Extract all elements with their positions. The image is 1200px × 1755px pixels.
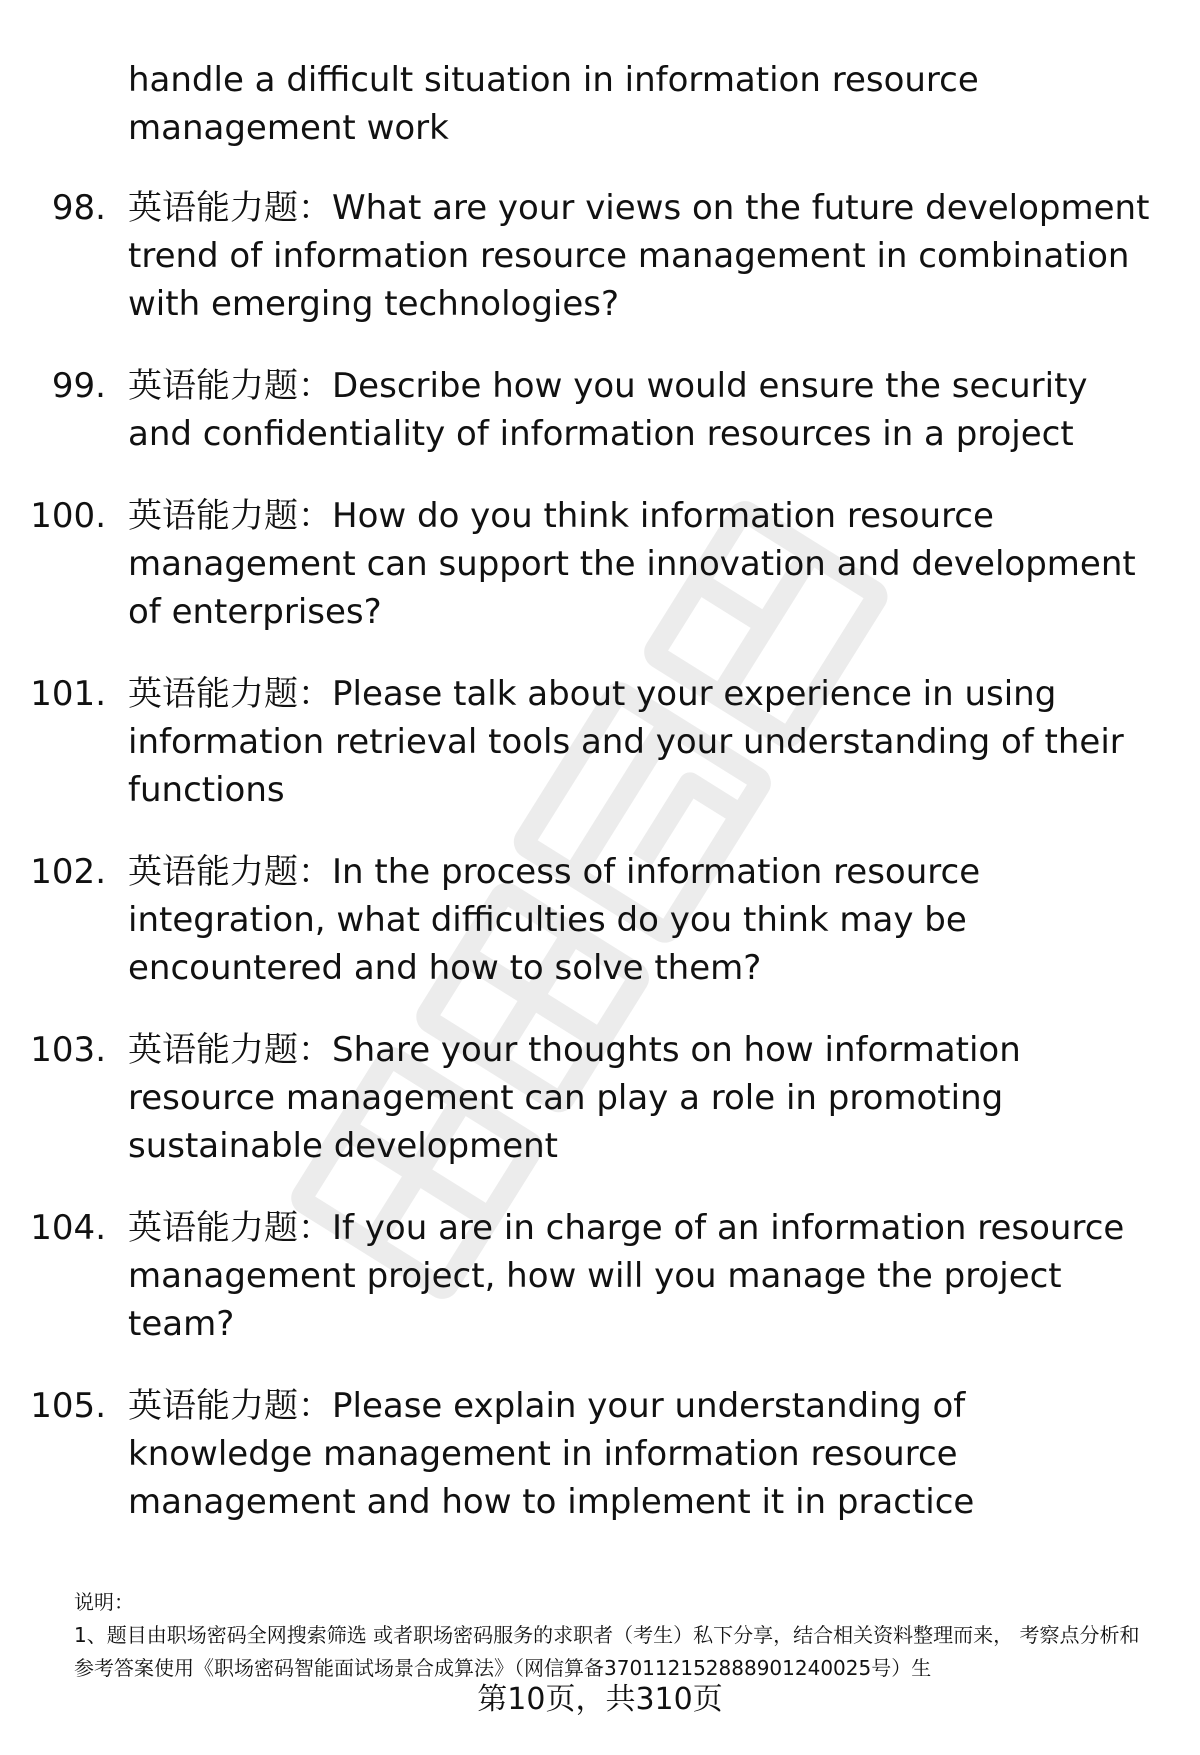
question-number: 102. [30,852,106,892]
question-item [0,362,1158,458]
footer-note: 1、题目由职场密码全网搜索筛选 或者职场密码服务的求职者（考生）私下分享，结合相关资料整理而来， 考察点分析和参考答案使用《职场密码智能面试场景合成算法》（网信算备370112152888901240025号）生 [74,1623,1140,1680]
question-text: Share your thoughts on how information resource management can play a role in promoting sustainable development [128,1030,1021,1166]
footer-label: 说明： [74,1590,134,1614]
continuation-text: handle a difficult situation in information resource management work [128,60,979,148]
page-number: 第10页，共310页 [477,1682,723,1717]
question-category: 英语能力题： [128,1208,332,1248]
question-number: 99. [51,366,106,406]
question-category: 英语能力题： [128,1030,332,1070]
question-number: 103. [30,1030,106,1070]
question-number: 100. [30,496,106,536]
question-list [0,184,1200,1560]
question-number: 104. [30,1208,106,1248]
question-category: 英语能力题： [128,496,332,536]
question-item [0,848,1158,992]
question-category: 英语能力题： [128,188,332,228]
question-text: Please explain your understanding of knowledge management in information resource management and how to implement it in practice [128,1386,975,1522]
question-item [0,1026,1158,1170]
question-text: If you are in charge of an information resource management project, how will you manage the project team? [128,1208,1125,1344]
question-category: 英语能力题： [128,1386,332,1426]
question-item [0,1382,1158,1526]
question-text: What are your views on the future development trend of information resource management in combination with emerging technologies? [128,188,1150,324]
question-item [0,184,1158,328]
footer-notes [74,1586,1154,1685]
question-text: How do you think information resource management can support the innovation and development of enterprises? [128,496,1136,632]
question-text: Please talk about your experience in using information retrieval tools and your understanding of their functions [128,674,1124,810]
question-item [0,670,1158,814]
question-category: 英语能力题： [128,674,332,714]
question-item [0,492,1158,636]
question-number: 105. [30,1386,106,1426]
question-text: In the process of information resource integration, what difficulties do you think may be encountered and how to solve them? [128,852,981,988]
question-number: 101. [30,674,106,714]
question-number: 98. [51,188,106,228]
question-text: Describe how you would ensure the security and confidentiality of information resources in a project [128,366,1088,454]
question-item [0,1204,1158,1348]
question-category: 英语能力题： [128,852,332,892]
question-category: 英语能力题： [128,366,332,406]
